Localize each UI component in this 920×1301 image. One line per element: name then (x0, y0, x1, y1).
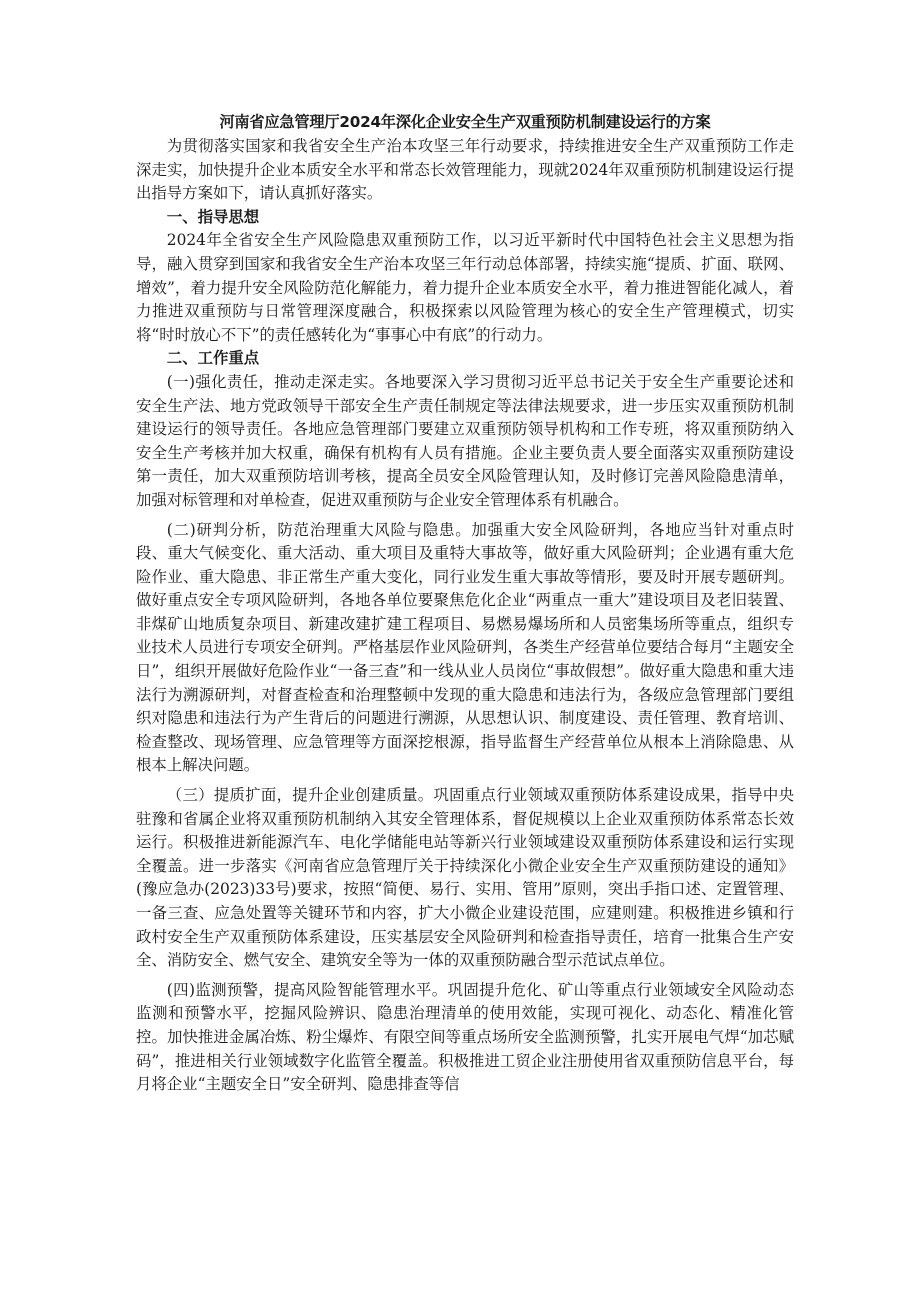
intro-paragraph: 为贯彻落实国家和我省安全生产治本攻坚三年行动要求，持续推进安全生产双重预防工作走深走实，加快提升企业本质安全水平和常态长效管理能力，现就2024年双重预防机制建设运行提出指导方案如下，请认真抓好落实。 (136, 137, 794, 203)
section-heading-work-focus: 二、工作重点 (166, 349, 260, 368)
work-focus-paragraph-4: (四)监测预警，提高风险智能管理水平。巩固提升危化、矿山等重点行业领域安全风险动态监测和预警水平，挖掘风险辨识、隐患治理清单的使用效能，实现可视化、动态化、精准化管控。加快推进金属冶炼、粉尘爆炸、有限空间等重点场所安全监测预警，扎实开展电气焊“加芯赋码”，推进相关行业领域数字化监管全覆盖。积极推进工贸企业注册使用省双重预防信息平台，每月将企业“主题安全日”安全研判、隐患排查等信 (136, 980, 794, 1094)
document-title: 河南省应急管理厅2024年深化企业安全生产双重预防机制建设运行的方案 (219, 113, 711, 131)
document-page (136, 110, 794, 1097)
section-heading-guiding-ideology: 一、指导思想 (166, 207, 260, 226)
work-focus-paragraph-1: (一)强化责任，推动走深走实。各地要深入学习贯彻习近平总书记关于安全生产重要论述和安全生产法、地方党政领导干部安全生产责任制规定等法律法规要求，进一步压实双重预防机制建设运行的领导责任。各地应急管理部门要建立双重预防领导机构和工作专班，将双重预防纳入安全生产考核并加大权重，确保有机构有人员有措施。企业主要负责人要全面落实双重预防建设第一责任，加大双重预防培训考核，提高全员安全风险管理认知，及时修订完善风险隐患清单，加强对标管理和对单检查，促进双重预防与企业安全管理体系有机融合。 (136, 372, 794, 509)
work-focus-paragraph-2: (二)研判分析，防范治理重大风险与隐患。加强重大安全风险研判，各地应当针对重点时段、重大气候变化、重大活动、重大项目及重特大事故等，做好重大风险研判；企业遇有重大危险作业、重大隐患、非正常生产重大变化，同行业发生重大事故等情形，要及时开展专题研判。做好重点安全专项风险研判，各地各单位要聚焦危化企业“两重点一重大”建设项目及老旧装置、非煤矿山地质复杂项目、新建改建扩建工程项目、易燃易爆场所和人员密集场所等重点，组织专业技术人员进行专项安全研判。严格基层作业风险研判，各类生产经营单位要结合每月“主题安全日”，组织开展做好危险作业“一备三查”和一线从业人员岗位“事故假想”。做好重大隐患和重大违法行为溯源研判，对督查检查和治理整顿中发现的重大隐患和违法行为，各级应急管理部门要组织对隐患和违法行为产生背后的问题进行溯源，从思想认识、制度建设、责任管理、教育培训、检查整改、现场管理、应急管理等方面深挖根源，指导监督生产经营单位从根本上消除隐患、从根本上解决问题。 (136, 520, 794, 775)
guiding-ideology-paragraph: 2024年全省安全生产风险隐患双重预防工作，以习近平新时代中国特色社会主义思想为指导，融入贯穿到国家和我省安全生产治本攻坚三年行动总体部署，持续实施“提质、扩面、联网、增效”，着力提升安全风险防范化解能力，着力提升企业本质安全水平，着力推进智能化减人，着力推进双重预防与日常管理深度融合，积极探索以风险管理为核心的安全生产管理模式，切实将“时时放心不下”的责任感转化为“事事心中有底”的行动力。 (136, 231, 794, 344)
work-focus-paragraph-3: （三）提质扩面，提升企业创建质量。巩固重点行业领域双重预防体系建设成果，指导中央驻豫和省属企业将双重预防机制纳入其安全管理体系，督促规模以上企业双重预防体系常态长效运行。积极推进新能源汽车、电化学储能电站等新兴行业领域建设双重预防体系建设和运行实现全覆盖。进一步落实《河南省应急管理厅关于持续深化小微企业安全生产双重预防建设的通知》(豫应急办(2023)33号)要求，按照“简便、易行、实用、管用”原则，突出手指口述、定置管理、一备三查、应急处置等关键环节和内容，扩大小微企业建设范围，应建则建。积极推进乡镇和行政村安全生产双重预防体系建设，压实基层安全风险研判和检查指导责任，培育一批集合生产安全、消防安全、燃气安全、建筑安全等为一体的双重预防融合型示范试点单位。 (136, 786, 794, 970)
